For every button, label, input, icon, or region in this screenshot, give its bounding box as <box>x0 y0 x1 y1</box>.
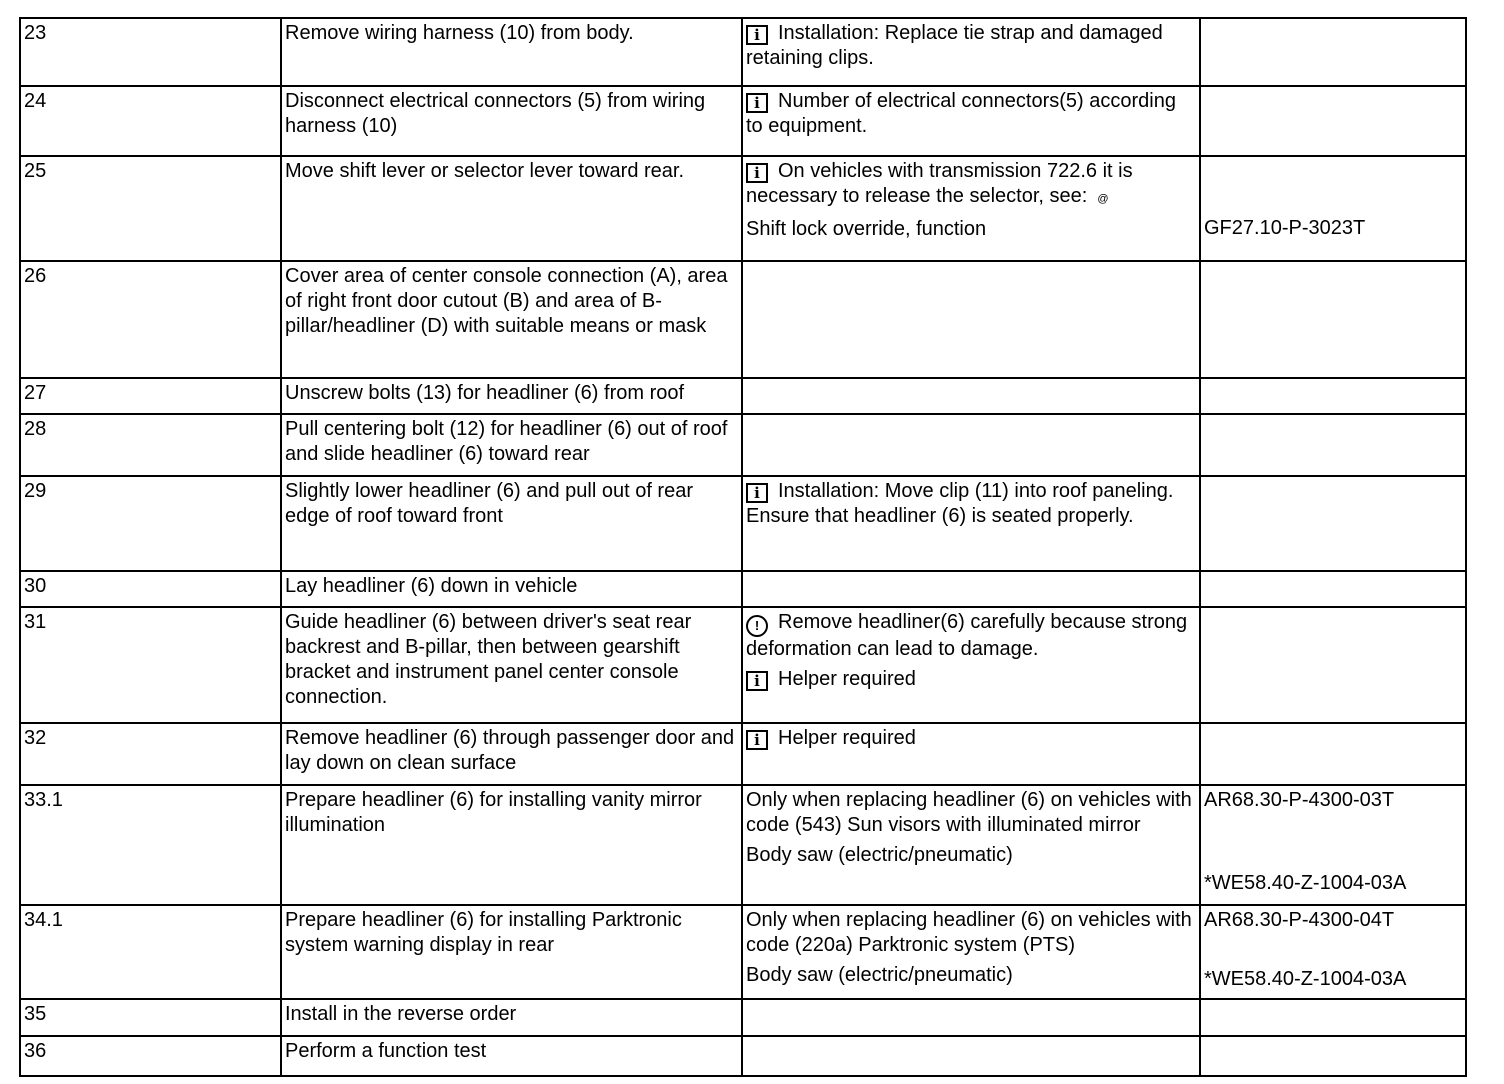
table-row <box>20 476 1466 571</box>
table-row <box>20 1036 1466 1076</box>
table-row <box>20 414 1466 476</box>
note-line <box>746 667 1195 692</box>
step-notes <box>742 476 1200 571</box>
warning-icon: ! <box>746 615 768 637</box>
step-number: 33.1 <box>20 785 281 905</box>
step-action: Prepare headliner (6) for installing vanity mirror illumination <box>281 785 742 905</box>
info-icon: i <box>746 671 768 691</box>
step-notes <box>742 785 1200 905</box>
step-number: 36 <box>20 1036 281 1076</box>
note-line <box>746 788 1195 838</box>
step-notes <box>742 1036 1200 1076</box>
table-row <box>20 571 1466 607</box>
note-line <box>746 726 1195 751</box>
step-action: Disconnect electrical connectors (5) from wiring harness (10) <box>281 86 742 156</box>
note-line <box>746 159 1195 212</box>
table-row <box>20 723 1466 785</box>
reference-code[interactable]: AR68.30-P-4300-04T <box>1204 909 1395 931</box>
info-icon: i <box>746 730 768 750</box>
step-references <box>1200 414 1466 476</box>
step-number: 35 <box>20 999 281 1036</box>
step-number: 23 <box>20 18 281 86</box>
step-number: 27 <box>20 378 281 414</box>
table-row <box>20 18 1466 86</box>
note-text: Only when replacing headliner (6) on vehicles with code (220a) Parktronic system (PTS) <box>746 909 1192 956</box>
step-references <box>1200 378 1466 414</box>
step-notes <box>742 378 1200 414</box>
step-action: Pull centering bolt (12) for headliner (6) out of roof and slide headliner (6) toward rear <box>281 414 742 476</box>
step-references <box>1200 905 1466 999</box>
table-row <box>20 261 1466 378</box>
step-notes <box>742 86 1200 156</box>
info-icon: i <box>746 163 768 183</box>
step-references <box>1200 571 1466 607</box>
step-action: Perform a function test <box>281 1036 742 1076</box>
note-line <box>746 843 1195 868</box>
step-action: Slightly lower headliner (6) and pull out of rear edge of roof toward front <box>281 476 742 571</box>
step-references <box>1200 999 1466 1036</box>
note-line <box>746 21 1195 71</box>
procedure-table <box>19 17 1467 1077</box>
table-row <box>20 999 1466 1036</box>
step-number: 25 <box>20 156 281 261</box>
reference-code[interactable]: *WE58.40-Z-1004-03A <box>1204 872 1407 894</box>
step-references <box>1200 476 1466 571</box>
reference-code[interactable]: GF27.10-P-3023T <box>1204 217 1366 239</box>
step-notes <box>742 905 1200 999</box>
step-notes <box>742 723 1200 785</box>
table-row <box>20 86 1466 156</box>
note-line <box>746 89 1195 139</box>
step-references <box>1200 86 1466 156</box>
step-notes <box>742 607 1200 723</box>
step-action: Lay headliner (6) down in vehicle <box>281 571 742 607</box>
step-number: 30 <box>20 571 281 607</box>
table-row <box>20 156 1466 261</box>
step-notes <box>742 18 1200 86</box>
step-action: Prepare headliner (6) for installing Parktronic system warning display in rear <box>281 905 742 999</box>
step-number: 28 <box>20 414 281 476</box>
table-row <box>20 785 1466 905</box>
reference-code[interactable]: *WE58.40-Z-1004-03A <box>1204 968 1407 990</box>
info-icon: i <box>746 483 768 503</box>
step-references <box>1200 156 1466 261</box>
step-number: 24 <box>20 86 281 156</box>
note-text: Installation: Move clip (11) into roof paneling. Ensure that headliner (6) is seated properly. <box>746 480 1174 527</box>
link-mark-icon[interactable]: @ <box>1097 193 1109 205</box>
step-action: Cover area of center console connection (A), area of right front door cutout (B) and area of B-pillar/headliner (D) with suitable means or mask <box>281 261 742 378</box>
note-text: Number of electrical connectors(5) according to equipment. <box>746 90 1176 137</box>
note-line <box>746 963 1195 988</box>
step-notes <box>742 414 1200 476</box>
step-references <box>1200 723 1466 785</box>
note-line <box>746 217 1195 242</box>
step-action: Remove headliner (6) through passenger door and lay down on clean surface <box>281 723 742 785</box>
note-text: Body saw (electric/pneumatic) <box>746 844 1013 866</box>
note-text: Body saw (electric/pneumatic) <box>746 964 1013 986</box>
note-text: Helper required <box>778 727 916 749</box>
note-line <box>746 479 1195 529</box>
step-number: 32 <box>20 723 281 785</box>
step-action: Install in the reverse order <box>281 999 742 1036</box>
info-icon: i <box>746 93 768 113</box>
note-text: On vehicles with transmission 722.6 it is necessary to release the selector, see: <box>746 160 1133 207</box>
note-text: Remove headliner(6) carefully because strong deformation can lead to damage. <box>746 611 1188 660</box>
step-references <box>1200 18 1466 86</box>
table-row <box>20 378 1466 414</box>
note-line <box>746 610 1195 662</box>
step-notes <box>742 261 1200 378</box>
step-references <box>1200 607 1466 723</box>
step-number: 29 <box>20 476 281 571</box>
step-number: 31 <box>20 607 281 723</box>
note-text: Only when replacing headliner (6) on vehicles with code (543) Sun visors with illuminated mirror <box>746 789 1192 836</box>
step-references <box>1200 785 1466 905</box>
step-number: 26 <box>20 261 281 378</box>
step-notes <box>742 156 1200 261</box>
table-row <box>20 607 1466 723</box>
step-action: Remove wiring harness (10) from body. <box>281 18 742 86</box>
note-text: Shift lock override, function <box>746 218 987 240</box>
note-text: Helper required <box>778 668 916 690</box>
note-text: Installation: Replace tie strap and damaged retaining clips. <box>746 22 1163 69</box>
table-row <box>20 905 1466 999</box>
reference-code[interactable]: AR68.30-P-4300-03T <box>1204 789 1395 811</box>
step-notes <box>742 999 1200 1036</box>
step-action: Move shift lever or selector lever toward rear. <box>281 156 742 261</box>
step-action: Unscrew bolts (13) for headliner (6) from roof <box>281 378 742 414</box>
step-references <box>1200 1036 1466 1076</box>
note-line <box>746 908 1195 958</box>
step-action: Guide headliner (6) between driver's seat rear backrest and B-pillar, then between gearshift bracket and instrument panel center console connection. <box>281 607 742 723</box>
step-number: 34.1 <box>20 905 281 999</box>
info-icon: i <box>746 25 768 45</box>
step-notes <box>742 571 1200 607</box>
step-references <box>1200 261 1466 378</box>
